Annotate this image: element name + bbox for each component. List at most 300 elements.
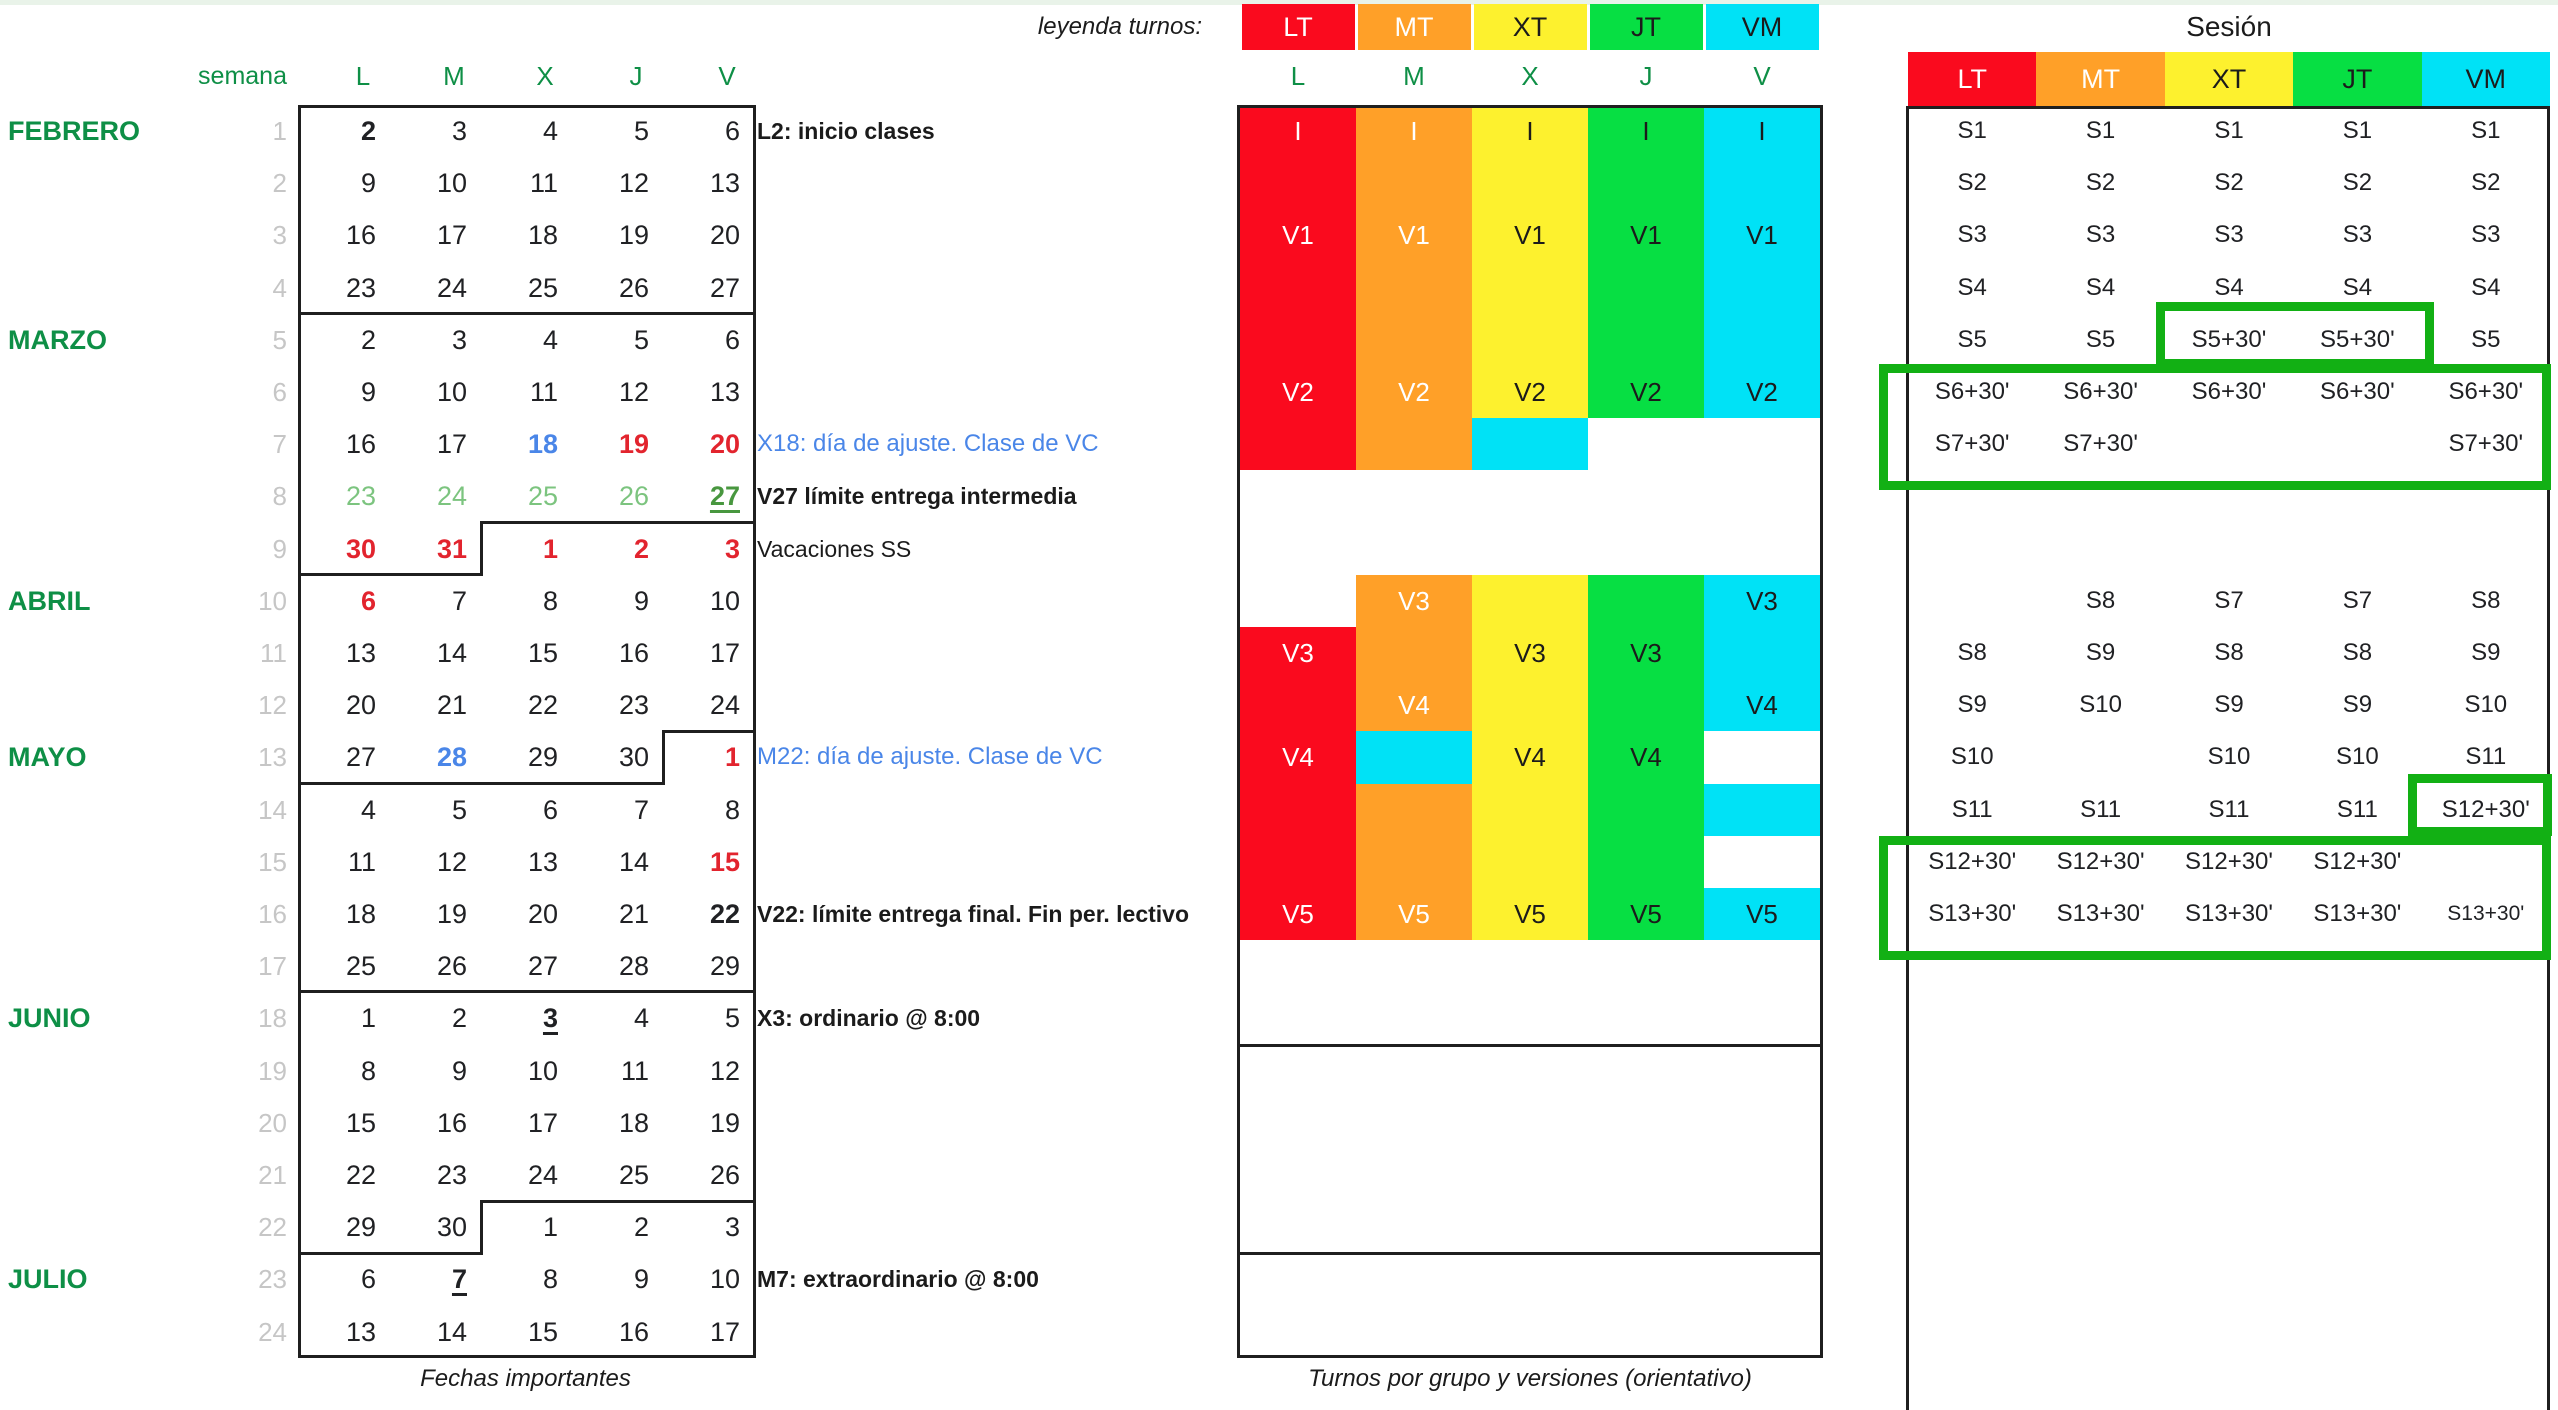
- calendar-day: 5: [724, 1003, 740, 1034]
- calendar-annotation: M7: extraordinario @ 8:00: [757, 1266, 1039, 1293]
- calendar-grid-line: [298, 573, 483, 576]
- month-label-marzo: MARZO: [8, 324, 107, 355]
- calendar-annotation: V22: límite entrega final. Fin per. lectivo: [757, 901, 1190, 927]
- sesion-cell: S10: [2464, 691, 2508, 719]
- calendar-day: 16: [345, 220, 376, 251]
- sesion-cell: S13+30': [1928, 900, 2017, 927]
- calendar-day: 16: [618, 638, 649, 668]
- calendar-day: 13: [345, 638, 376, 668]
- month-label-mayo: MAYO: [8, 742, 87, 773]
- week-number: 2: [272, 168, 287, 199]
- turnos-day-header-v: V: [1753, 61, 1771, 91]
- turno-version-label: V1: [1398, 220, 1430, 251]
- sesion-header-cell-jt: JT: [2293, 52, 2421, 106]
- calendar-day: 30: [345, 533, 376, 564]
- calendar-day: 11: [529, 168, 558, 199]
- calendar-day: 28: [436, 742, 467, 773]
- sesion-cell: S10: [1950, 743, 1994, 771]
- turno-version-label: V1: [1746, 220, 1778, 251]
- calendar-day: 6: [360, 585, 376, 616]
- calendar-day: 18: [345, 899, 376, 929]
- turno-version-label: V2: [1514, 377, 1546, 407]
- calendar-day: 1: [724, 742, 740, 773]
- turno-legend-cell-xt: XT: [1474, 4, 1587, 50]
- sesion-header-cell-lt: LT: [1908, 52, 2036, 106]
- sesion-cell: S8: [2342, 639, 2373, 666]
- calendar-day: 10: [527, 1055, 558, 1086]
- sesion-cell: S5: [2085, 325, 2116, 353]
- calendar-day: 15: [345, 1107, 376, 1138]
- calendar-day: 23: [436, 1160, 467, 1190]
- turno-version-label: V4: [1282, 742, 1314, 773]
- calendar-day: 14: [618, 846, 649, 877]
- calendar-day: 18: [527, 429, 558, 460]
- calendar-day: 13: [709, 377, 740, 407]
- calendar-day: 2: [360, 116, 376, 146]
- calendar-day: 24: [436, 272, 467, 303]
- calendar-day: 29: [709, 951, 740, 982]
- sesion-header-cell-vm: VM: [2422, 52, 2550, 106]
- sesion-cell: S7+30': [1934, 430, 2010, 458]
- highlight-box: [2156, 302, 2434, 368]
- calendar-day: 16: [345, 429, 376, 460]
- sesion-cell: S11: [2208, 795, 2250, 823]
- calendar-day: 22: [527, 690, 558, 721]
- calendar-day: 10: [709, 585, 740, 616]
- turno-version-label: V2: [1398, 377, 1430, 407]
- calendar-day: 27: [345, 742, 376, 773]
- sesion-cell: S1: [2342, 117, 2373, 144]
- calendar-day: 18: [618, 1107, 649, 1138]
- highlight-box: [1879, 836, 2551, 960]
- calendar-day: 26: [618, 272, 649, 303]
- calendar-day: 19: [709, 1107, 740, 1138]
- calendar-day-header-m: M: [443, 61, 465, 91]
- sesion-cell: S2: [1957, 169, 1987, 197]
- calendar-day: 7: [633, 794, 649, 825]
- calendar-day: 9: [633, 1264, 649, 1295]
- sesion-cell: S6+30': [2191, 378, 2267, 405]
- sesion-cell: S4: [2085, 273, 2116, 301]
- turno-version-label: V3: [1282, 638, 1314, 668]
- calendar-annotation: V27 límite entrega intermedia: [757, 483, 1077, 510]
- week-number: 4: [272, 272, 287, 303]
- turnos-grid-line: [1820, 105, 1823, 1358]
- turno-version-label: V5: [1282, 899, 1314, 929]
- calendar-day-header-x: X: [536, 61, 554, 91]
- calendar-day: 25: [618, 1160, 649, 1190]
- calendar-grid-line: [298, 1252, 483, 1255]
- turno-legend-cell-mt: MT: [1358, 4, 1471, 50]
- semana-header-label: semana: [198, 62, 287, 90]
- turno-version-label: V1: [1514, 220, 1546, 251]
- sesion-cell: S9: [2342, 691, 2373, 719]
- turno-version-label: V5: [1514, 899, 1546, 929]
- calendar-day: 20: [527, 899, 558, 929]
- sesion-cell: S7+30': [2063, 430, 2138, 458]
- turno-version-label: I: [1410, 116, 1418, 146]
- calendar-day: 9: [360, 377, 376, 407]
- turnos-grid-line: [1240, 1044, 1820, 1047]
- sesion-cell: S4: [2214, 273, 2244, 301]
- sesion-cell: S10: [2336, 743, 2379, 771]
- turno-segment-x: [1472, 418, 1588, 470]
- calendar-day: 7: [451, 1264, 467, 1295]
- sesion-cell: S7: [2342, 586, 2373, 614]
- week-number: 19: [258, 1055, 287, 1086]
- calendar-day: 10: [436, 168, 467, 199]
- turno-legend-cell-jt: JT: [1590, 4, 1703, 50]
- sesion-cell: S3: [1957, 221, 1987, 249]
- sesion-cell: S7: [2214, 586, 2244, 614]
- month-label-julio: JULIO: [8, 1264, 88, 1295]
- calendar-day: 23: [345, 272, 376, 303]
- sesion-cell: S2: [2342, 169, 2373, 197]
- calendar-grid-line: [298, 105, 301, 1358]
- week-number: 7: [272, 429, 287, 460]
- turno-version-label: V5: [1398, 899, 1430, 929]
- turno-version-label: V2: [1746, 377, 1778, 407]
- sesion-cell: S6+30': [2320, 378, 2395, 405]
- turno-legend-cell-vm: VM: [1706, 4, 1819, 50]
- calendar-day: 13: [709, 168, 740, 199]
- turnos-day-header-j: J: [1639, 61, 1653, 91]
- calendar-day: 6: [724, 324, 740, 355]
- calendar-day: 4: [360, 794, 376, 825]
- calendar-day: 22: [709, 899, 740, 929]
- calendar-day: 13: [527, 846, 558, 877]
- calendar-day: 15: [709, 846, 740, 877]
- sesion-cell: S6+30': [2063, 378, 2138, 405]
- calendar-day: 9: [451, 1055, 467, 1086]
- week-number: 15: [258, 846, 287, 877]
- sesion-cell: S8: [2471, 586, 2501, 614]
- week-number: 11: [260, 638, 287, 668]
- week-number: 8: [272, 481, 287, 512]
- calendar-annotation: X18: día de ajuste. Clase de VC: [757, 430, 1099, 458]
- calendar-day: 19: [618, 220, 649, 251]
- turno-version-label: V4: [1630, 742, 1662, 773]
- calendar-day: 3: [542, 1003, 558, 1034]
- calendar-grid-line: [480, 1200, 483, 1255]
- calendar-day: 26: [709, 1160, 740, 1190]
- calendar-day: 21: [618, 899, 649, 929]
- calendar-day: 20: [709, 429, 740, 460]
- calendar-day: 26: [618, 481, 649, 512]
- turno-version-label: I: [1642, 116, 1650, 146]
- sesion-cell: S12+30': [1928, 847, 2017, 875]
- week-number: 13: [258, 742, 287, 773]
- sesion-cell: S1: [1957, 117, 1987, 144]
- calendar-grid-line: [298, 990, 756, 993]
- turno-segment-m: [1356, 731, 1472, 783]
- calendar-day: 9: [633, 585, 649, 616]
- sesion-cell: S5: [1957, 325, 1987, 353]
- calendar-caption: Fechas importantes: [420, 1365, 631, 1392]
- sesion-cell: S11: [1951, 795, 1993, 823]
- sesion-cell: S2: [2085, 169, 2116, 197]
- sesion-cell: S12+30': [2056, 847, 2145, 875]
- calendar-day: 2: [633, 533, 649, 564]
- week-number: 14: [258, 794, 287, 825]
- calendar-day: 5: [633, 324, 649, 355]
- calendar-day: 17: [709, 1316, 740, 1347]
- sesion-cell: S13+30': [2447, 902, 2525, 925]
- turno-version-label: V3: [1514, 638, 1546, 668]
- sesion-cell: S10: [2079, 691, 2122, 719]
- calendar-day: 5: [451, 794, 467, 825]
- sesion-cell: S8: [2085, 586, 2116, 614]
- sesion-cell: S5+30': [2320, 325, 2395, 353]
- sesion-cell: S9: [2085, 639, 2116, 666]
- sesion-cell: S5: [2471, 325, 2501, 353]
- sesion-cell: S13+30': [2313, 900, 2402, 927]
- calendar-day: 24: [709, 690, 740, 721]
- calendar-day: 21: [436, 690, 467, 721]
- sesion-cell: S3: [2342, 221, 2373, 249]
- calendar-grid-line: [480, 521, 483, 576]
- calendar-day: 3: [724, 1212, 740, 1243]
- calendar-day: 15: [527, 638, 558, 668]
- calendar-day: 22: [345, 1160, 376, 1190]
- turno-version-label: V2: [1282, 377, 1314, 407]
- calendar-day-header-v: V: [718, 61, 736, 91]
- sesion-cell: S10: [2207, 743, 2251, 771]
- leyenda-turnos-label: leyenda turnos:: [1037, 13, 1202, 40]
- turno-legend-cell-lt: LT: [1242, 4, 1355, 50]
- calendar-day: 7: [451, 585, 467, 616]
- week-number: 5: [272, 324, 287, 355]
- calendar-day: 3: [724, 533, 740, 564]
- sesion-cell: S1: [2471, 117, 2501, 144]
- month-label-abril: ABRIL: [8, 585, 91, 616]
- turno-version-label: V1: [1630, 220, 1662, 251]
- sesion-header-cell-xt: XT: [2165, 52, 2293, 106]
- turnos-caption: Turnos por grupo y versiones (orientativo): [1308, 1365, 1752, 1392]
- calendar-day: 25: [345, 951, 376, 982]
- calendar-grid-line: [298, 782, 665, 785]
- sesion-cell: S4: [2471, 273, 2501, 301]
- sesion-cell: S12+30': [2184, 847, 2273, 875]
- calendar-day: 27: [709, 481, 740, 512]
- calendar-day: 27: [527, 951, 558, 982]
- turnos-day-header-x: X: [1521, 61, 1539, 91]
- calendar-grid-line: [298, 1355, 756, 1358]
- turnos-day-header-m: M: [1403, 61, 1425, 91]
- calendar-day: 12: [436, 846, 467, 877]
- calendar-day: 27: [709, 272, 740, 303]
- calendar-day: 12: [709, 1055, 740, 1086]
- sesion-cell: S3: [2085, 221, 2116, 249]
- calendar-annotation: M22: día de ajuste. Clase de VC: [757, 743, 1103, 771]
- sesion-cell: S13+30': [2184, 900, 2273, 927]
- calendar-day: 8: [360, 1055, 376, 1086]
- turnos-grid-line: [1240, 1252, 1820, 1255]
- turno-version-label: V3: [1630, 638, 1662, 668]
- sesion-cell: S8: [1957, 639, 1987, 666]
- calendar-day: 11: [620, 1055, 649, 1086]
- month-label-junio: JUNIO: [8, 1003, 91, 1034]
- calendar-day: 17: [709, 638, 740, 668]
- calendar-day: 2: [451, 1003, 467, 1034]
- turno-version-label: V3: [1746, 585, 1778, 616]
- calendar-day: 30: [436, 1212, 467, 1243]
- calendar-day: 20: [709, 220, 740, 251]
- calendar-day: 23: [618, 690, 649, 721]
- sesion-cell: S12+30': [2441, 795, 2530, 823]
- calendar-day: 24: [436, 481, 467, 512]
- calendar-day: 17: [527, 1107, 558, 1138]
- calendar-day: 10: [436, 377, 467, 407]
- sesion-cell: S3: [2471, 221, 2501, 249]
- calendar-day: 12: [618, 168, 649, 199]
- turno-version-label: V2: [1630, 377, 1662, 407]
- turno-segment-v: [1704, 784, 1820, 836]
- turno-version-label: V4: [1514, 742, 1546, 773]
- calendar-day: 13: [345, 1316, 376, 1347]
- calendar-day: 30: [618, 742, 649, 773]
- sesion-cell: S12+30': [2313, 847, 2402, 875]
- calendar-day-header-j: J: [629, 61, 643, 91]
- calendar-day: 31: [436, 533, 467, 564]
- highlight-box: [1879, 364, 2551, 490]
- sesion-title: Sesión: [2186, 11, 2272, 42]
- calendar-day: 16: [618, 1316, 649, 1347]
- calendar-day: 2: [360, 324, 376, 355]
- calendar-day: 26: [436, 951, 467, 982]
- calendar-day: 4: [542, 116, 558, 146]
- week-number: 22: [258, 1212, 287, 1243]
- calendar-day: 29: [345, 1212, 376, 1243]
- calendar-grid-line: [480, 1200, 756, 1203]
- turno-version-label: V5: [1746, 899, 1778, 929]
- calendar-day: 3: [451, 116, 467, 146]
- calendar-day: 8: [724, 794, 740, 825]
- calendar-day: 1: [360, 1003, 376, 1034]
- week-number: 24: [258, 1316, 287, 1347]
- calendar-day: 2: [633, 1212, 649, 1243]
- sesion-cell: S9: [2471, 639, 2501, 666]
- week-number: 18: [258, 1003, 287, 1034]
- sesion-cell: S4: [2342, 273, 2373, 301]
- turnos-grid-line: [1237, 1355, 1823, 1358]
- week-number: 20: [258, 1107, 287, 1138]
- calendar-day-header-l: L: [355, 61, 371, 91]
- week-number: 9: [272, 533, 287, 564]
- sesion-cell: S13+30': [2056, 900, 2145, 927]
- calendar-day: 8: [542, 585, 558, 616]
- sesion-header-cell-mt: MT: [2036, 52, 2164, 106]
- turno-version-label: V3: [1398, 585, 1430, 616]
- calendar-day: 3: [451, 324, 467, 355]
- week-number: 23: [258, 1264, 287, 1295]
- calendar-day: 1: [542, 1212, 558, 1243]
- sesion-cell: S11: [2336, 795, 2378, 823]
- calendar-annotation: L2: inicio clases: [757, 118, 935, 144]
- week-number: 17: [258, 951, 287, 982]
- week-number: 12: [258, 690, 287, 721]
- calendar-day: 11: [529, 377, 558, 407]
- turnos-grid-line: [1237, 105, 1823, 108]
- turno-version-label: V4: [1746, 690, 1778, 721]
- calendar-day: 14: [436, 638, 467, 668]
- month-label-febrero: FEBRERO: [8, 116, 141, 146]
- calendar-day: 28: [618, 951, 649, 982]
- calendar-day: 19: [618, 429, 649, 460]
- calendar-day: 11: [347, 846, 376, 877]
- sesion-cell: S11: [2465, 743, 2507, 771]
- turno-version-label: V1: [1282, 220, 1314, 251]
- sesion-cell: S9: [2214, 691, 2244, 719]
- turnos-day-header-l: L: [1290, 61, 1306, 91]
- sesion-cell: S2: [2214, 169, 2244, 197]
- calendar-day: 12: [618, 377, 649, 407]
- turno-version-label: I: [1758, 116, 1766, 146]
- sesion-cell: S6+30': [2448, 378, 2524, 405]
- calendar-day: 1: [542, 533, 558, 564]
- calendar-day: 4: [633, 1003, 649, 1034]
- calendar-grid-line: [662, 730, 665, 785]
- sesion-cell: S1: [2085, 117, 2116, 144]
- calendar-day: 5: [633, 116, 649, 146]
- week-number: 1: [272, 116, 287, 146]
- calendar-day: 6: [542, 794, 558, 825]
- calendar-day: 29: [527, 742, 558, 773]
- week-number: 6: [272, 377, 287, 407]
- calendar-grid-line: [298, 105, 756, 108]
- calendar-day: 9: [360, 168, 376, 199]
- week-number: 10: [258, 585, 287, 616]
- turno-version-label: V5: [1630, 899, 1662, 929]
- calendar-day: 17: [436, 429, 467, 460]
- calendar-day: 15: [527, 1316, 558, 1347]
- calendar-day: 17: [436, 220, 467, 251]
- calendar-day: 6: [724, 116, 740, 146]
- calendar-day: 19: [436, 899, 467, 929]
- turno-version-label: V4: [1398, 690, 1430, 721]
- calendar-grid-line: [298, 312, 756, 315]
- sesion-cell: S9: [1957, 691, 1987, 719]
- sesion-cell: S8: [2214, 639, 2244, 666]
- calendar-annotation: X3: ordinario @ 8:00: [757, 1005, 981, 1032]
- sesion-cell: S1: [2214, 117, 2244, 144]
- calendar-day: 23: [345, 481, 376, 512]
- calendar-day: 6: [360, 1264, 376, 1295]
- sesion-cell: S3: [2214, 221, 2244, 249]
- sesion-cell: S7+30': [2448, 430, 2524, 458]
- week-number: 21: [258, 1160, 287, 1190]
- calendar-day: 20: [345, 690, 376, 721]
- week-number: 16: [258, 899, 287, 929]
- calendar-day: 16: [436, 1107, 467, 1138]
- calendar-day: 24: [527, 1160, 558, 1190]
- calendar-grid-line: [662, 730, 756, 733]
- turno-version-label: I: [1526, 116, 1534, 146]
- sesion-cell: S2: [2471, 169, 2501, 197]
- turno-version-label: I: [1294, 116, 1302, 146]
- sesion-cell: S6+30': [1934, 378, 2010, 405]
- calendar-day: 10: [709, 1264, 740, 1295]
- calendar-day: 25: [527, 481, 558, 512]
- sesion-cell: S5+30': [2191, 325, 2267, 353]
- turnos-grid-line: [1237, 105, 1240, 1358]
- calendar-day: 18: [527, 220, 558, 251]
- week-number: 3: [272, 220, 287, 251]
- highlight-box: [2408, 774, 2552, 836]
- sesion-cell: S11: [2080, 795, 2122, 823]
- sesion-cell: S4: [1957, 273, 1987, 301]
- calendar-grid-line: [480, 521, 756, 524]
